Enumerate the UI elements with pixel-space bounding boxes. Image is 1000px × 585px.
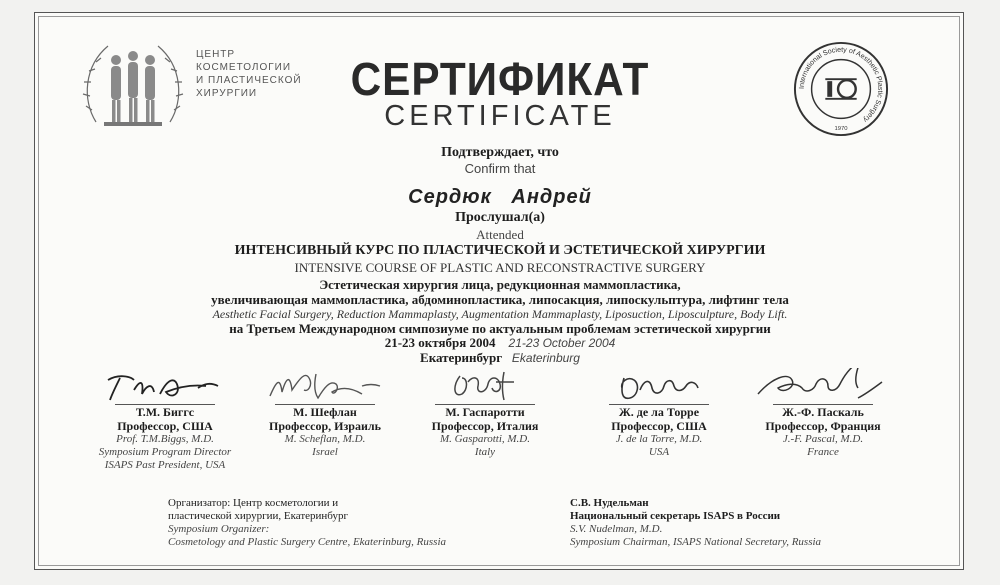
signatory-name-en: J. de la Torre, M.D. xyxy=(615,433,703,445)
seal-year: 1970 xyxy=(834,126,848,133)
symposium-ru: на Третьем Международном симпозиуме по актуальным проблемам эстетической хирургии xyxy=(229,321,771,336)
program-ru-line-2: увеличивающая маммопластика, абдоминопластика, липосакция, липоскульптура, лифтинг тела xyxy=(211,292,789,307)
signatory-line-2: France xyxy=(807,446,839,458)
signatory-biggs xyxy=(80,368,250,472)
organizer-block xyxy=(168,497,446,549)
program-en: Aesthetic Facial Surgery, Reduction Mammaplasty, Augmentation Mammaplasty, Liposuction, Liposculpture, Body Lift. xyxy=(212,307,788,321)
signatory-line-2: Italy xyxy=(474,446,496,458)
program-ru-line-1: Эстетическая хирургия лица, редукционная маммопластика, xyxy=(319,277,681,292)
event-city-en: Ekaterinburg xyxy=(511,351,580,365)
event-city xyxy=(0,350,1000,366)
signatory-title-ru: Профессор, США xyxy=(117,419,213,433)
confirm-text-en: Confirm that xyxy=(464,161,536,176)
clinic-logo-line: И ПЛАСТИЧЕСКОЙ xyxy=(196,75,302,86)
signatory-line-3: ISAPS Past President, USA xyxy=(104,459,226,471)
attended-text-en: Attended xyxy=(476,227,524,242)
course-title-ru: ИНТЕНСИВНЫЙ КУРС ПО ПЛАСТИЧЕСКОЙ И ЭСТЕТИЧЕСКОЙ ХИРУРГИИ xyxy=(234,243,766,258)
organizer-ru-1: Организатор: Центр косметологии и xyxy=(168,497,339,509)
signature-scheflan-icon xyxy=(250,368,400,404)
signatory-name-ru: Ж. де ла Торре xyxy=(609,404,709,419)
certificate-title-en: CERTIFICATE xyxy=(384,100,616,132)
signatory-line-2: Israel xyxy=(312,446,338,458)
course-title-en: INTENSIVE COURSE OF PLASTIC AND RECONSTRACTIVE SURGERY xyxy=(294,260,706,275)
signatory-line-2: USA xyxy=(648,446,670,458)
organizer-en-1: Symposium Organizer: xyxy=(168,523,270,535)
signatory-name-en: M. Scheflan, M.D. xyxy=(284,433,366,445)
attended-text-ru: Прослушал(а) xyxy=(455,210,545,225)
certificate-title-ru: СЕРТИФИКАТ xyxy=(350,53,650,105)
signature-de-la-torre-icon xyxy=(584,368,734,404)
signatory-name-en: Prof. T.M.Biggs, M.D. xyxy=(116,433,214,445)
signatory-name-ru: Ж.-Ф. Паскаль xyxy=(773,404,873,419)
signature-gasparotti-icon xyxy=(410,368,560,404)
signatory-name-ru: Т.М. Биггс xyxy=(115,404,215,419)
confirm-text-ru: Подтверждает, что xyxy=(441,145,559,160)
signatory-gasparotti xyxy=(400,368,570,459)
secretary-title-en: Symposium Chairman, ISAPS National Secretary, Russia xyxy=(570,536,822,548)
signatory-name-ru: М. Гаспаротти xyxy=(435,404,535,419)
signature-pascal-icon xyxy=(738,368,908,404)
clinic-logo-line: КОСМЕТОЛОГИИ xyxy=(196,62,292,73)
event-city-ru: Екатеринбург xyxy=(420,350,503,365)
event-date-en: 21-23 October 2004 xyxy=(508,336,616,350)
event-date-ru: 21-23 октября 2004 xyxy=(384,335,496,350)
organizer-en-2: Cosmetology and Plastic Surgery Centre, Ekaterinburg, Russia xyxy=(168,536,447,548)
clinic-logo-line: ХИРУРГИИ xyxy=(196,88,258,99)
clinic-logo-line: ЦЕНТР xyxy=(196,49,236,60)
secretary-name-en: S.V. Nudelman, M.D. xyxy=(570,523,663,535)
signatory-pascal xyxy=(738,368,908,459)
signatory-title-ru: Профессор, Италия xyxy=(431,419,539,433)
recipient-name: Сердюк Андрей xyxy=(408,186,592,208)
signatory-scheflan xyxy=(240,368,410,459)
signatory-title-ru: Профессор, США xyxy=(611,419,707,433)
secretary-title-ru: Национальный секретарь ISAPS в России xyxy=(570,510,781,522)
event-date xyxy=(0,335,1000,351)
signature-biggs-icon xyxy=(90,368,240,404)
secretary-name-ru: С.В. Нудельман xyxy=(570,497,649,509)
signatory-line-2: Symposium Program Director xyxy=(98,446,232,458)
secretary-block xyxy=(570,497,821,549)
signatory-title-ru: Профессор, Израиль xyxy=(269,419,381,433)
seal-text: International Society of Aesthetic Plastic Surgery xyxy=(798,46,884,124)
signatory-title-ru: Профессор, Франция xyxy=(765,419,881,433)
signatory-name-ru: М. Шефлан xyxy=(275,404,375,419)
signatory-de-la-torre xyxy=(574,368,744,459)
organizer-ru-2: пластической хирургии, Екатеринбург xyxy=(168,510,349,522)
signatory-name-en: J.-F. Pascal, M.D. xyxy=(782,433,864,445)
signatory-name-en: M. Gasparotti, M.D. xyxy=(439,433,531,445)
